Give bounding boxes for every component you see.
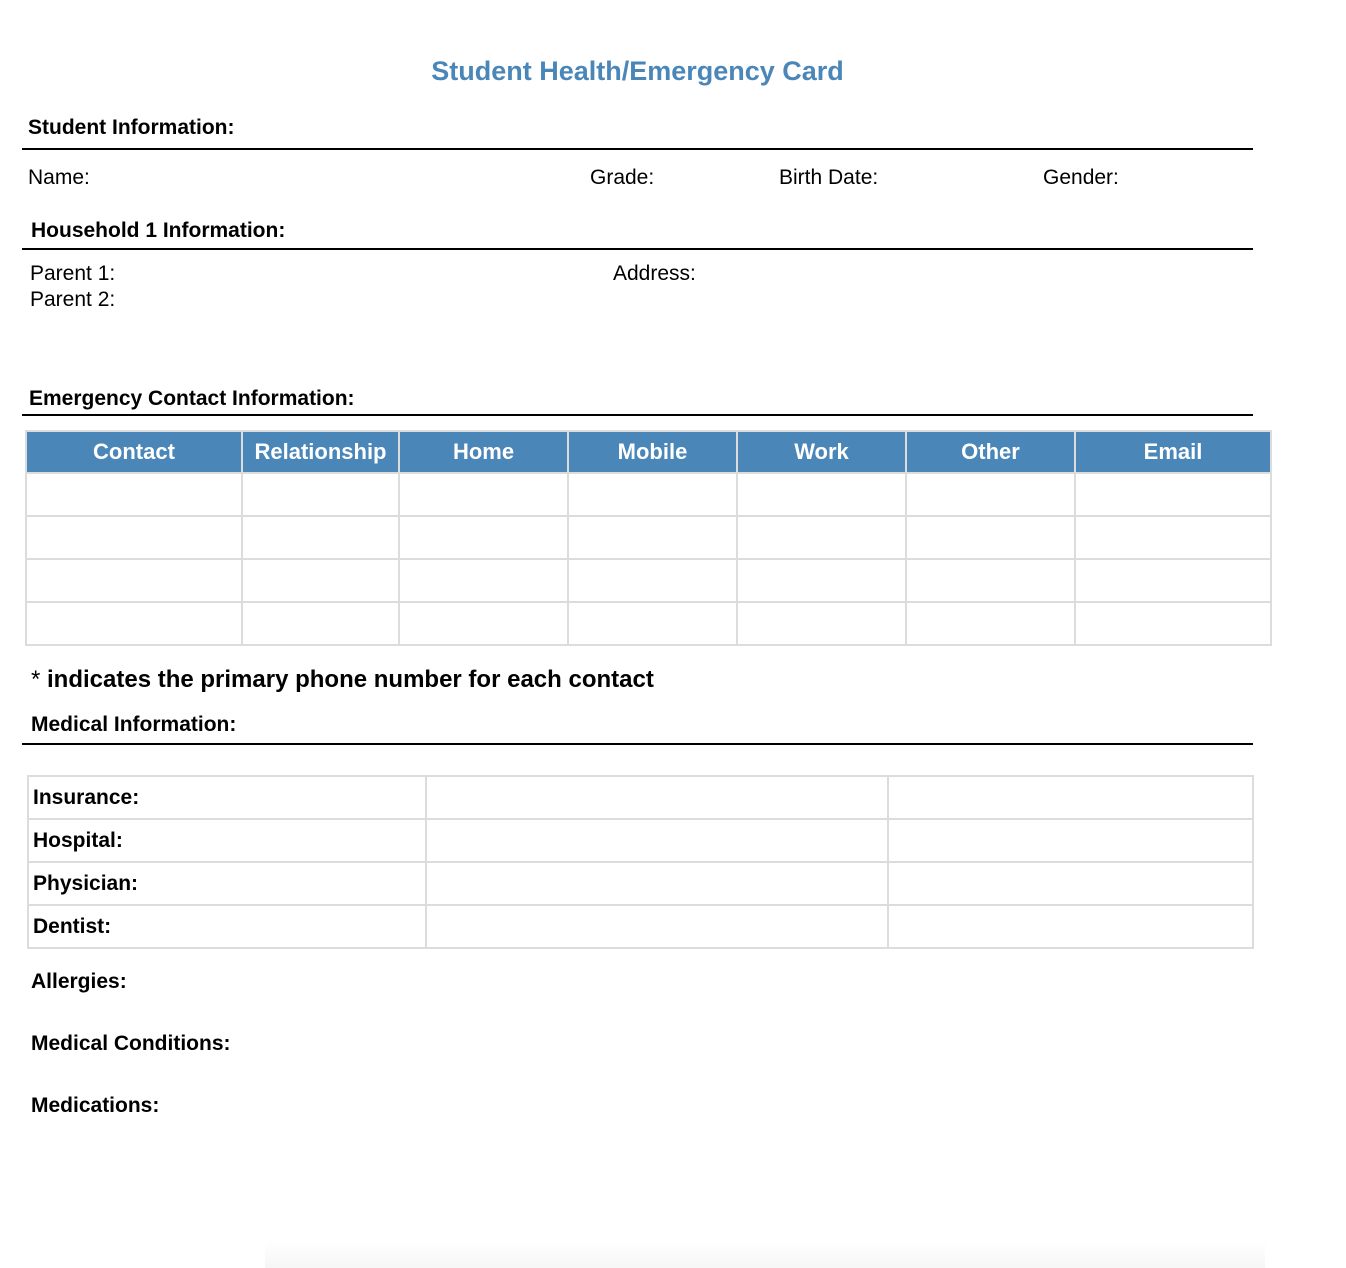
grade-label: Grade: xyxy=(590,166,655,189)
table-cell[interactable] xyxy=(568,473,737,516)
column-header-email: Email xyxy=(1075,431,1271,473)
table-cell[interactable] xyxy=(1075,473,1271,516)
birth-date-label: Birth Date: xyxy=(779,166,879,189)
table-cell[interactable] xyxy=(399,559,568,602)
table-row xyxy=(26,559,1271,602)
hospital-label: Hospital: xyxy=(28,819,426,862)
divider xyxy=(22,414,1253,416)
primary-phone-note xyxy=(31,666,654,694)
address-label: Address: xyxy=(613,262,696,285)
dentist-extra[interactable] xyxy=(888,905,1253,948)
table-row xyxy=(26,516,1271,559)
dentist-value[interactable] xyxy=(426,905,888,948)
medical-conditions-label: Medical Conditions: xyxy=(31,1032,231,1055)
physician-extra[interactable] xyxy=(888,862,1253,905)
table-cell[interactable] xyxy=(737,559,906,602)
table-row xyxy=(26,602,1271,645)
insurance-label: Insurance: xyxy=(28,776,426,819)
table-header-row xyxy=(26,431,1271,473)
hospital-value[interactable] xyxy=(426,819,888,862)
table-cell[interactable] xyxy=(568,516,737,559)
hospital-extra[interactable] xyxy=(888,819,1253,862)
table-cell[interactable] xyxy=(26,473,242,516)
emergency-heading: Emergency Contact Information: xyxy=(29,387,355,410)
table-cell[interactable] xyxy=(242,602,399,645)
medical-info-table xyxy=(27,775,1254,949)
page-title: Student Health/Emergency Card xyxy=(431,56,844,86)
column-header-home: Home xyxy=(399,431,568,473)
column-header-mobile: Mobile xyxy=(568,431,737,473)
column-header-other: Other xyxy=(906,431,1075,473)
household-heading: Household 1 Information: xyxy=(31,219,286,242)
table-cell[interactable] xyxy=(906,473,1075,516)
table-cell[interactable] xyxy=(568,559,737,602)
table-cell[interactable] xyxy=(399,602,568,645)
parent1-label: Parent 1: xyxy=(30,262,116,285)
table-cell[interactable] xyxy=(1075,602,1271,645)
divider xyxy=(22,743,1253,745)
note-text: indicates the primary phone number for each contact xyxy=(47,666,654,693)
physician-value[interactable] xyxy=(426,862,888,905)
divider xyxy=(22,248,1253,250)
table-row xyxy=(28,776,1253,819)
table-row xyxy=(28,862,1253,905)
student-info-heading: Student Information: xyxy=(28,116,235,139)
divider xyxy=(22,148,1253,150)
table-cell[interactable] xyxy=(26,559,242,602)
allergies-label: Allergies: xyxy=(31,970,127,993)
table-cell[interactable] xyxy=(737,516,906,559)
table-cell[interactable] xyxy=(906,559,1075,602)
table-row xyxy=(26,473,1271,516)
gender-label: Gender: xyxy=(1043,166,1119,189)
table-cell[interactable] xyxy=(906,516,1075,559)
medical-heading: Medical Information: xyxy=(31,713,237,736)
page-edge-shadow xyxy=(265,1240,1265,1268)
table-cell[interactable] xyxy=(737,473,906,516)
dentist-label: Dentist: xyxy=(28,905,426,948)
table-cell[interactable] xyxy=(1075,559,1271,602)
column-header-relationship: Relationship xyxy=(242,431,399,473)
table-row xyxy=(28,819,1253,862)
column-header-work: Work xyxy=(737,431,906,473)
table-cell[interactable] xyxy=(906,602,1075,645)
parent2-label: Parent 2: xyxy=(30,288,116,311)
insurance-extra[interactable] xyxy=(888,776,1253,819)
medications-label: Medications: xyxy=(31,1094,160,1117)
table-cell[interactable] xyxy=(399,473,568,516)
table-cell[interactable] xyxy=(242,473,399,516)
table-row xyxy=(28,905,1253,948)
table-cell[interactable] xyxy=(1075,516,1271,559)
name-label: Name: xyxy=(28,166,90,189)
physician-label: Physician: xyxy=(28,862,426,905)
table-cell[interactable] xyxy=(242,559,399,602)
table-cell[interactable] xyxy=(399,516,568,559)
table-cell[interactable] xyxy=(737,602,906,645)
table-cell[interactable] xyxy=(26,516,242,559)
table-cell[interactable] xyxy=(242,516,399,559)
insurance-value[interactable] xyxy=(426,776,888,819)
table-cell[interactable] xyxy=(26,602,242,645)
emergency-contacts-table xyxy=(25,430,1272,646)
column-header-contact: Contact xyxy=(26,431,242,473)
asterisk: * xyxy=(31,666,41,693)
table-cell[interactable] xyxy=(568,602,737,645)
